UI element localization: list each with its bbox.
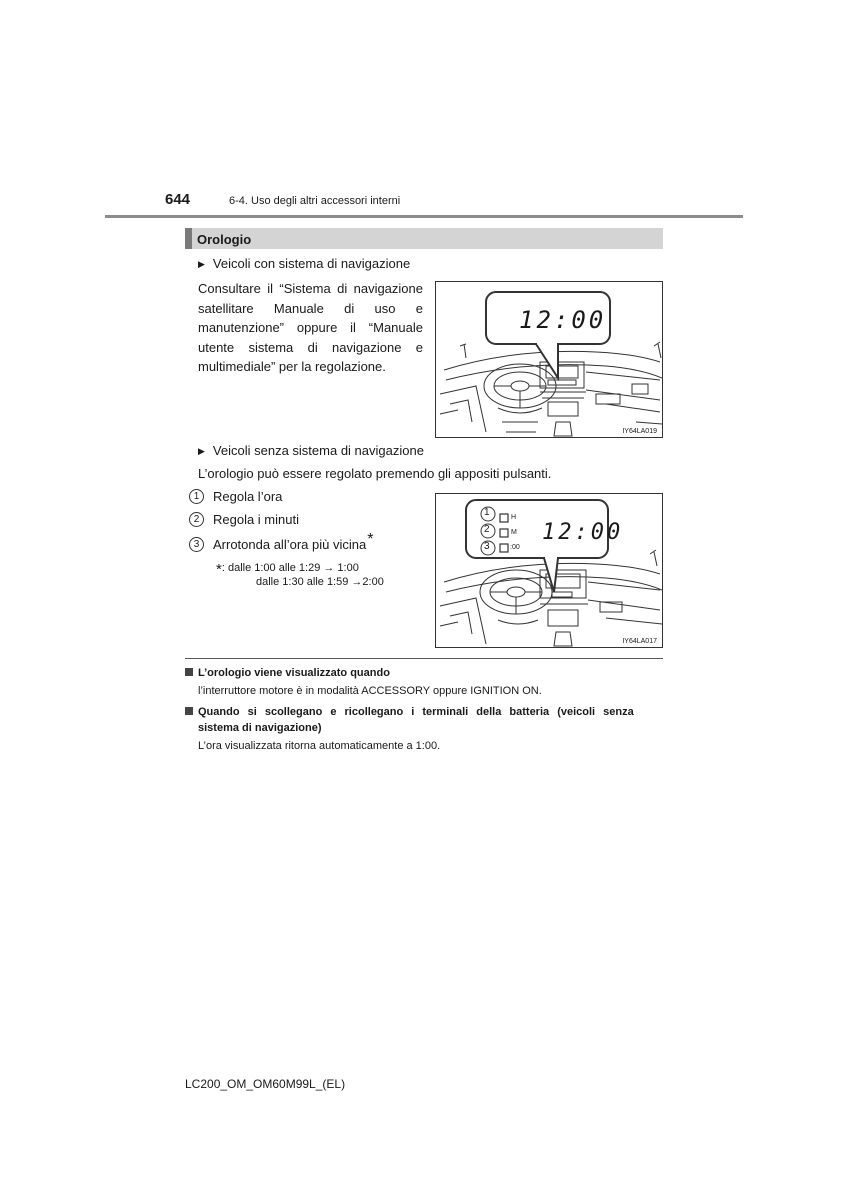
note-2-body: L’ora visualizzata ritorna automaticamente a 1:00. (198, 740, 441, 752)
figure-dashboard-nav (435, 281, 663, 438)
step-number-1: 1 (189, 489, 204, 504)
section-header (185, 228, 663, 249)
figure-dashboard-no-nav (435, 493, 663, 648)
subheading-without-nav-text: Veicoli senza sistema di navigazione (212, 443, 424, 458)
subheading-with-nav (198, 256, 410, 271)
no-nav-paragraph: L’orologio può essere regolato premendo gli appositi pulsanti. (198, 466, 552, 481)
notes-separator (185, 658, 663, 659)
step-2 (189, 512, 299, 527)
round-button-label: :00 (510, 544, 520, 551)
clock-display-no-nav: 12:00 (542, 520, 624, 545)
step-number-2: 2 (189, 512, 204, 527)
step-1 (189, 489, 282, 504)
figure-code: IY64LA017 (622, 638, 657, 645)
square-bullet-icon (185, 668, 193, 676)
step-1-label: Regola l’ora (213, 489, 283, 504)
footnote-line-1 (216, 558, 359, 578)
note-2-title-line1: Quando si scollegano e ricollegano i terminali della batteria (veicoli senza (198, 706, 634, 718)
footnote-star-mark: * (216, 561, 222, 578)
circle-3: 3 (484, 541, 490, 552)
circle-1: 1 (484, 507, 490, 518)
footer-code: LC200_OM_OM60M99L_(EL) (185, 1077, 346, 1091)
dashboard-no-nav-illustration (436, 494, 663, 648)
note-2-title (185, 705, 663, 720)
note-1-title (185, 666, 390, 681)
clock-display-nav: 12:00 (519, 306, 607, 334)
footnote-line-2: dalle 1:30 alle 1:59 →2:00 (256, 576, 384, 588)
hour-button-label: H (511, 514, 517, 521)
chapter-title: 6-4. Uso degli altri accessori interni (229, 195, 401, 207)
note-2-title-line2: sistema di navigazione) (198, 722, 322, 734)
note-1-body: l’interruttore motore è in modalità ACCESSORY oppure IGNITION ON. (198, 685, 542, 697)
section-title: Orologio (197, 232, 252, 247)
footnote-star: * (367, 531, 374, 548)
step-2-label: Regola i minuti (213, 512, 299, 527)
step-number-3: 3 (189, 537, 204, 552)
circle-2: 2 (484, 524, 490, 535)
step-3 (189, 531, 374, 553)
header-rule (105, 215, 743, 218)
triangle-bullet-icon: ▶ (198, 446, 205, 456)
figure-code: IY64LA019 (622, 428, 657, 435)
subheading-without-nav (198, 443, 424, 458)
triangle-bullet-icon: ▶ (198, 259, 205, 269)
square-bullet-icon (185, 707, 193, 715)
minute-button-label: M (511, 529, 517, 536)
step-3-label: Arrotonda all’ora più vicina (213, 536, 367, 552)
page-number: 644 (165, 191, 191, 208)
subheading-with-nav-text: Veicoli con sistema di navigazione (212, 256, 411, 271)
nav-paragraph: Consultare il “Sistema di navigazione satellitare Manuale di uso e manutenzione” oppure il “Manuale utente sistema di navigazione e multimediale” per la regolazione. (198, 281, 423, 374)
section-accent (185, 228, 192, 249)
footnote-line-1-text: : dalle 1:00 alle 1:29 → 1:00 (221, 562, 359, 574)
note-1-title-text: L’orologio viene visualizzato quando (198, 667, 390, 679)
